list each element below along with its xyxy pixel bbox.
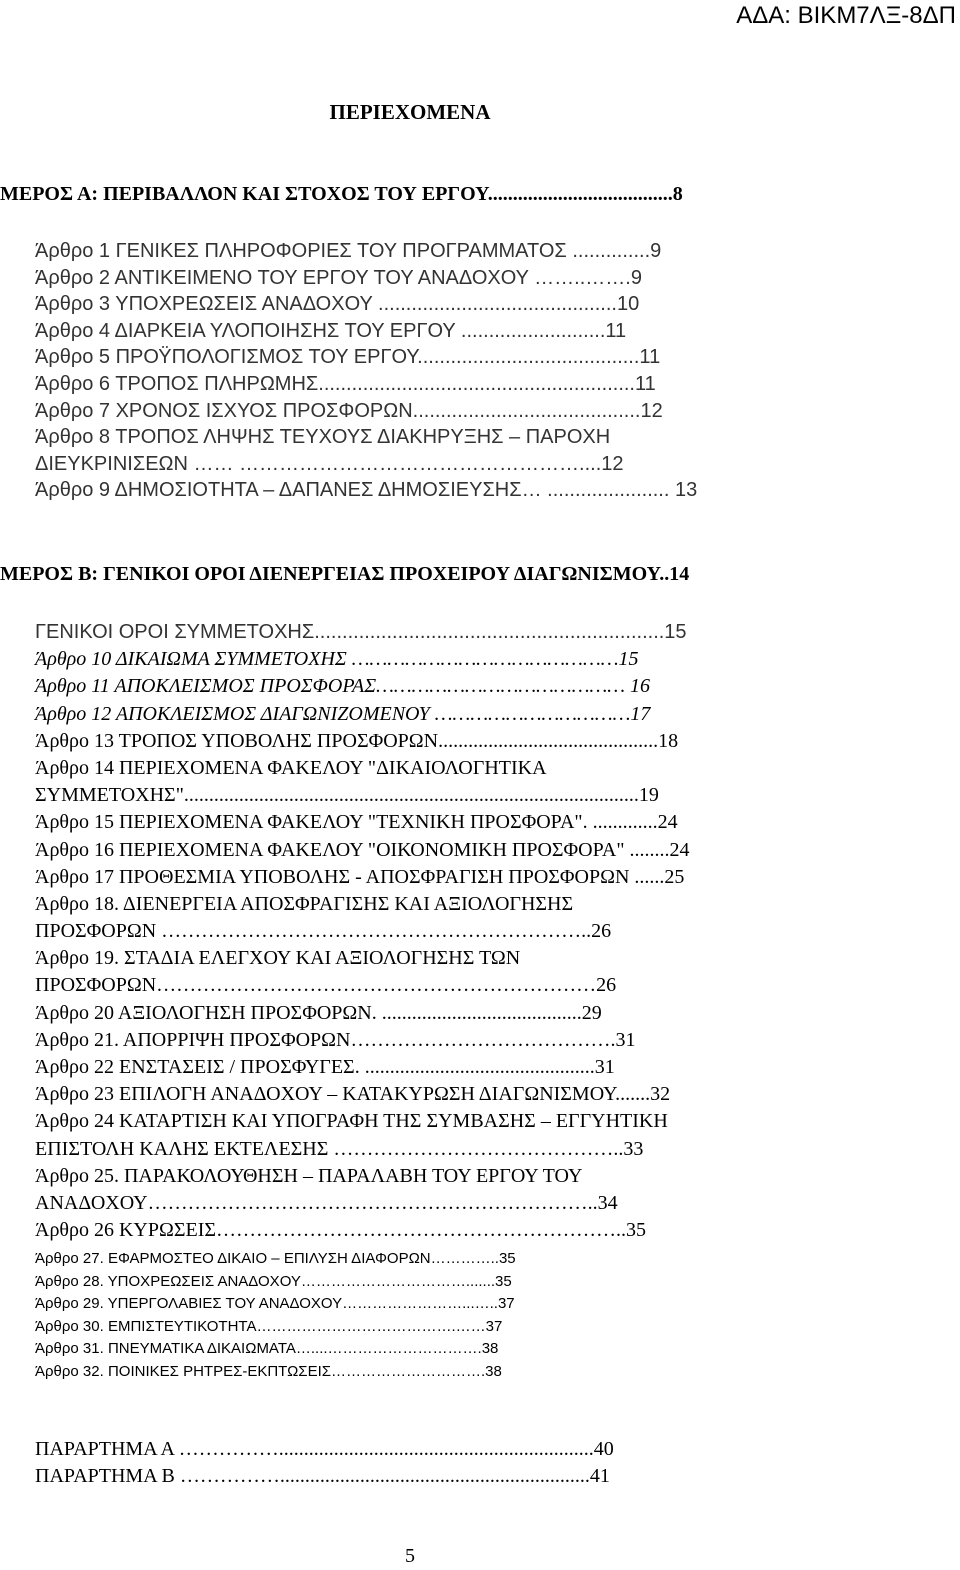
- toc-entry[interactable]: Άρθρο 18. ΔΙΕΝΕΡΓΕΙΑ ΑΠΟΣΦΡΑΓΙΣΗΣ ΚΑΙ ΑΞΙΟΛΟΓΗΣΗΣ: [35, 892, 574, 915]
- toc-entry[interactable]: Άρθρο 1 ΓΕΝΙΚΕΣ ΠΛΗΡΟΦΟΡΙΕΣ ΤΟΥ ΠΡΟΓΡΑΜΜΑΤΟΣ ..............9: [35, 240, 662, 262]
- part-a-list: [35, 238, 697, 504]
- toc-entry[interactable]: Άρθρο 9 ΔΗΜΟΣΙΟΤΗΤΑ – ΔΑΠΑΝΕΣ ΔΗΜΟΣΙΕΥΣΗΣ… ...................... 13: [35, 479, 698, 502]
- toc-entry[interactable]: Άρθρο 30. ΕΜΠΙΣΤΕΥΤΙΚΟΤΗΤΑ………………………………….……37: [35, 1317, 503, 1335]
- toc-entry[interactable]: Άρθρο 4 ΔΙΑΡΚΕΙΑ ΥΛΟΠΟΙΗΣΗΣ ΤΟΥ ΕΡΓΟΥ ..........................11: [35, 319, 627, 342]
- toc-entry[interactable]: Άρθρο 25. ΠΑΡΑΚΟΛΟΥΘΗΣΗ – ΠΑΡΑΛΑΒΗ ΤΟΥ ΕΡΓΟΥ ΤΟΥ: [35, 1164, 583, 1187]
- ada-code: ΑΔΑ: ΒΙΚΜ7ΛΞ-8ΔΠ: [736, 2, 956, 29]
- toc-entry[interactable]: Άρθρο 7 ΧΡΟΝΟΣ ΙΣΧΥΟΣ ΠΡΟΣΦΟΡΩΝ.........................................12: [35, 399, 663, 422]
- toc-entry[interactable]: Άρθρο 13 ΤΡΟΠΟΣ ΥΠΟΒΟΛΗΣ ΠΡΟΣΦΟΡΩΝ............................................18: [35, 729, 679, 752]
- toc-entry[interactable]: ΠΡΟΣΦΟΡΩΝ ………………………………………………………..26: [35, 920, 612, 943]
- toc-entry[interactable]: Άρθρο 16 ΠΕΡΙΕΧΟΜΕΝΑ ΦΑΚΕΛΟΥ "ΟΙΚΟΝΟΜΙΚΗ ΠΡΟΣΦΟΡΑ" ........24: [35, 838, 690, 861]
- toc-entry[interactable]: ΑΝΑΔΟΧΟΥ…………………………………………………………..34: [35, 1191, 618, 1214]
- annex-list: [35, 1436, 614, 1490]
- toc-entry[interactable]: ΠΡΟΣΦΟΡΩΝ…………………………………………………………26: [35, 974, 617, 997]
- toc-entry[interactable]: Άρθρο 28. ΥΠΟΧΡΕΩΣΕΙΣ ΑΝΑΔΟΧΟΥ…………………………….......35: [35, 1272, 512, 1290]
- toc-entry[interactable]: Άρθρο 24 ΚΑΤΑΡΤΙΣΗ ΚΑΙ ΥΠΟΓΡΑΦΗ ΤΗΣ ΣΥΜΒΑΣΗΣ – ΕΓΓΥΗΤΙΚΗ: [35, 1110, 668, 1133]
- toc-entry[interactable]: ΕΠΙΣΤΟΛΗ ΚΑΛΗΣ ΕΚΤΕΛΕΣΗΣ ……………………………………..33: [35, 1137, 644, 1160]
- toc-entry-annex[interactable]: ΠΑΡΑΡΤΗΜΑ Β ……………..............................................................41: [35, 1465, 610, 1487]
- toc-entry[interactable]: Άρθρο 31. ΠΝΕΥΜΑΤΙΚΑ ΔΙΚΑΙΩΜΑΤΑ…....………………………….38: [35, 1340, 499, 1357]
- part-b-list: [35, 619, 690, 1244]
- toc-entry[interactable]: Άρθρο 15 ΠΕΡΙΕΧΟΜΕΝΑ ΦΑΚΕΛΟΥ "ΤΕΧΝΙΚΗ ΠΡΟΣΦΟΡΑ". .............24: [35, 811, 678, 834]
- part-a-heading: ΜΕΡΟΣ Α: ΠΕΡΙΒΑΛΛΟΝ ΚΑΙ ΣΤΟΧΟΣ ΤΟΥ ΕΡΓΟΥ.....................................8: [0, 183, 683, 205]
- toc-entry[interactable]: ΣΥΜΜΕΤΟΧΗΣ"...........................................................................................19: [35, 784, 659, 807]
- toc-entry[interactable]: Άρθρο 26 ΚΥΡΩΣΕΙΣ……………………………………………………..35: [35, 1219, 647, 1242]
- page-title: ΠΕΡΙΕΧΟΜΕΝΑ: [329, 100, 491, 124]
- toc-entry[interactable]: Άρθρο 17 ΠΡΟΘΕΣΜΙΑ ΥΠΟΒΟΛΗΣ - ΑΠΟΣΦΡΑΓΙΣΗ ΠΡΟΣΦΟΡΩΝ ......25: [35, 865, 685, 888]
- toc-entry[interactable]: ΔΙΕΥΚΡΙΝΙΣΕΩΝ …… ……………………………………………....12: [35, 452, 624, 475]
- toc-entry[interactable]: Άρθρο 5 ΠΡΟΫΠΟΛΟΓΙΣΜΟΣ ΤΟΥ ΕΡΓΟΥ........................................11: [35, 346, 661, 369]
- toc-entry[interactable]: Άρθρο 29. ΥΠΕΡΓΟΛΑΒΙΕΣ ΤΟΥ ΑΝΑΔΟΧΟΥ……………………...…..37: [35, 1295, 515, 1312]
- toc-entry[interactable]: Άρθρο 2 ΑΝΤΙΚΕΙΜΕΝΟ ΤΟΥ ΕΡΓΟΥ ΤΟΥ ΑΝΑΔΟΧΟΥ ……..…….9: [35, 266, 642, 289]
- toc-entry[interactable]: ΓΕΝΙΚΟΙ ΟΡΟΙ ΣΥΜΜΕΤΟΧΗΣ...............................................................15: [35, 621, 687, 643]
- toc-entry[interactable]: Άρθρο 23 ΕΠΙΛΟΓΗ ΑΝΑΔΟΧΟΥ – ΚΑΤΑΚΥΡΩΣΗ ΔΙΑΓΩΝΙΣΜΟΥ.......32: [35, 1083, 671, 1106]
- toc-entry[interactable]: Άρθρο 32. ΠΟΙΝΙΚΕΣ ΡΗΤΡΕΣ-ΕΚΠΤΩΣΕΙΣ………………………….38: [35, 1362, 502, 1380]
- toc-entry[interactable]: Άρθρο 12 ΑΠΟΚΛΕΙΣΜΟΣ ΔΙΑΓΩΝΙΖΟΜΕΝΟΥ ……………………………17: [35, 702, 651, 725]
- toc-entry[interactable]: Άρθρο 22 ΕΝΣΤΑΣΕΙΣ / ΠΡΟΣΦΥΓΕΣ. ..............................................31: [35, 1056, 615, 1078]
- toc-entry[interactable]: Άρθρο 21. ΑΠΟΡΡΙΨΗ ΠΡΟΣΦΟΡΩΝ………………………………….31: [35, 1028, 636, 1051]
- toc-entry[interactable]: Άρθρο 3 ΥΠΟΧΡΕΩΣΕΙΣ ΑΝΑΔΟΧΟΥ ...........................................10: [35, 293, 640, 316]
- toc-entry[interactable]: Άρθρο 6 ΤΡΟΠΟΣ ΠΛΗΡΩΜΗΣ.........................................................11: [35, 372, 656, 395]
- toc-entry[interactable]: Άρθρο 27. ΕΦΑΡΜΟΣΤΕΟ ΔΙΚΑΙΟ – ΕΠΙΛΥΣΗ ΔΙΑΦΟΡΩΝ…………..35: [35, 1250, 516, 1267]
- part-b-small-list: [35, 1248, 516, 1383]
- toc-entry[interactable]: Άρθρο 19. ΣΤΑΔΙΑ ΕΛΕΓΧΟΥ ΚΑΙ ΑΞΙΟΛΟΓΗΣΗΣ ΤΩΝ: [35, 947, 521, 970]
- toc-entry[interactable]: Άρθρο 11 ΑΠΟΚΛΕΙΣΜΟΣ ΠΡΟΣΦΟΡΑΣ…………………………………… 16: [35, 675, 651, 698]
- toc-entry[interactable]: Άρθρο 8 ΤΡΟΠΟΣ ΛΗΨΗΣ ΤΕΥΧΟΥΣ ΔΙΑΚΗΡΥΞΗΣ – ΠΑΡΟΧΗ: [35, 426, 611, 449]
- toc-entry[interactable]: Άρθρο 14 ΠΕΡΙΕΧΟΜΕΝΑ ΦΑΚΕΛΟΥ "ΔΙΚΑΙΟΛΟΓΗΤΙΚΑ: [35, 756, 547, 779]
- toc-entry[interactable]: Άρθρο 20 ΑΞΙΟΛΟΓΗΣΗ ΠΡΟΣΦΟΡΩΝ. ........................................29: [35, 1001, 602, 1024]
- part-b-heading: ΜΕΡΟΣ Β: ΓΕΝΙΚΟΙ ΟΡΟΙ ΔΙΕΝΕΡΓΕΙΑΣ ΠΡΟΧΕΙΡΟΥ ΔΙΑΓΩΝΙΣΜΟΥ..14: [0, 563, 690, 585]
- toc-entry[interactable]: Άρθρο 10 ΔΙΚΑΙΩΜΑ ΣΥΜΜΕΤΟΧΗΣ ………………………………………15: [35, 648, 639, 671]
- toc-entry-annex[interactable]: ΠΑΡΑΡΤΗΜΑ Α ……………...............................................................40: [35, 1438, 614, 1460]
- page-number: 5: [405, 1545, 415, 1567]
